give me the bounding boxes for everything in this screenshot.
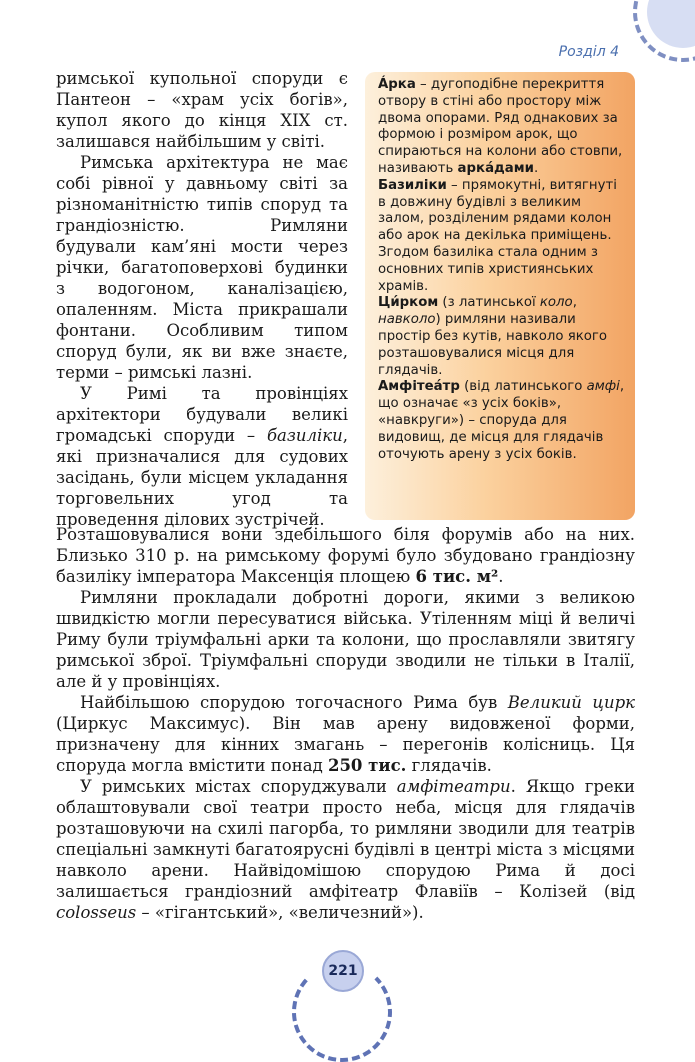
corner-decoration	[633, 0, 695, 62]
glossary-note: Згодом базиліка стала одним з основних типів християнських храмів.	[378, 244, 598, 294]
paragraph: Найбільшою спорудою тогочасного Рима був Великий цирк (Циркус Максимус). Він мав арену видовженої форми, призначену для кінних змагань – перегонів колісниць. Ця споруда могла вмістити понад 250 тис. глядачів.	[56, 693, 635, 775]
paragraph: Римляни прокладали добротні дороги, якими з великою швидкістю могли пересуватися війська. Утіленням міці й величі Риму були тріумфальні арки та колони, що прославляли звитягу римської зброї. Тріумфальні споруди зводили не тільки в Італії, але й у провінціях.	[56, 588, 635, 691]
glossary-entry-tsyrk: Ци́рком (з латинської коло, навколо) римляни називали простір без кутів, навколо якого розташовувалися місця для глядачів.	[378, 295, 607, 378]
paragraph: У Римі та провінціях архітектори будували великі громадські споруди – базиліки, які призначалися для судових засідань, були місцем укладання торговельних угод та проведення ділових зустрічей.	[56, 384, 348, 529]
glossary-entry-amfiteatr: Амфітеáтр (від латинського амфі, що означає «з усіх боків», «навкруги») – споруда для видовищ, де місця для глядачів оточують арену з усіх боків.	[378, 379, 625, 462]
paragraph: римської купольної споруди є Пантеон – «храм усіх богів», купол якого до кінця XIX ст. залишався найбільшим у світі.	[56, 69, 348, 151]
main-text-column	[56, 68, 348, 530]
paragraph: Розташовувалися вони здебільшого біля форумів або на них. Близько 310 р. на римському форумі було збудовано грандіозну базиліку імператора Максенція площею 6 тис. м².	[56, 525, 635, 586]
page-number: 221	[322, 950, 364, 992]
glossary-entry-bazyliky: Базиліки – прямокутні, витягнуті в довжину будівлі з великим залом, розділеним рядами колон або арок на декілька приміщень.	[378, 177, 617, 244]
glossary-sidebar	[365, 72, 635, 520]
full-width-text	[56, 524, 635, 923]
section-label: Розділ 4	[558, 44, 619, 60]
paragraph: Римська архітектура не має собі рівної у давньому світі за різноманітністю типів споруд та грандіозністю. Римляни будували кам’яні мости через річки, багатоповерхові будинки з водогоном, каналізацією, опаленням. Міста прикрашали фонтани. Особливим типом споруд були, як ви вже знаєте, терми – римські лазні.	[56, 153, 348, 382]
glossary-entry-arka: Áрка – дугоподібне перекриття отвору в стіні або простору між двома опорами. Ряд однакових за формою і розміром арок, що спираються на колони або стовпи, називають аркáдами.	[378, 77, 623, 176]
paragraph: У римських містах споруджували амфітеатри. Якщо греки облаштовували свої театри просто неба, місця для глядачів розташовуючи на схилі пагорба, то римляни зводили для театрів спеціальні замкнуті багатоярусні будівлі в центрі міста з місцями навколо арени. Найвідомішою спорудою Рима й досі залишається грандіозний амфітеатр Флавіїв – Колізей (від colosseus – «гігантський», «величезний»).	[56, 777, 635, 922]
